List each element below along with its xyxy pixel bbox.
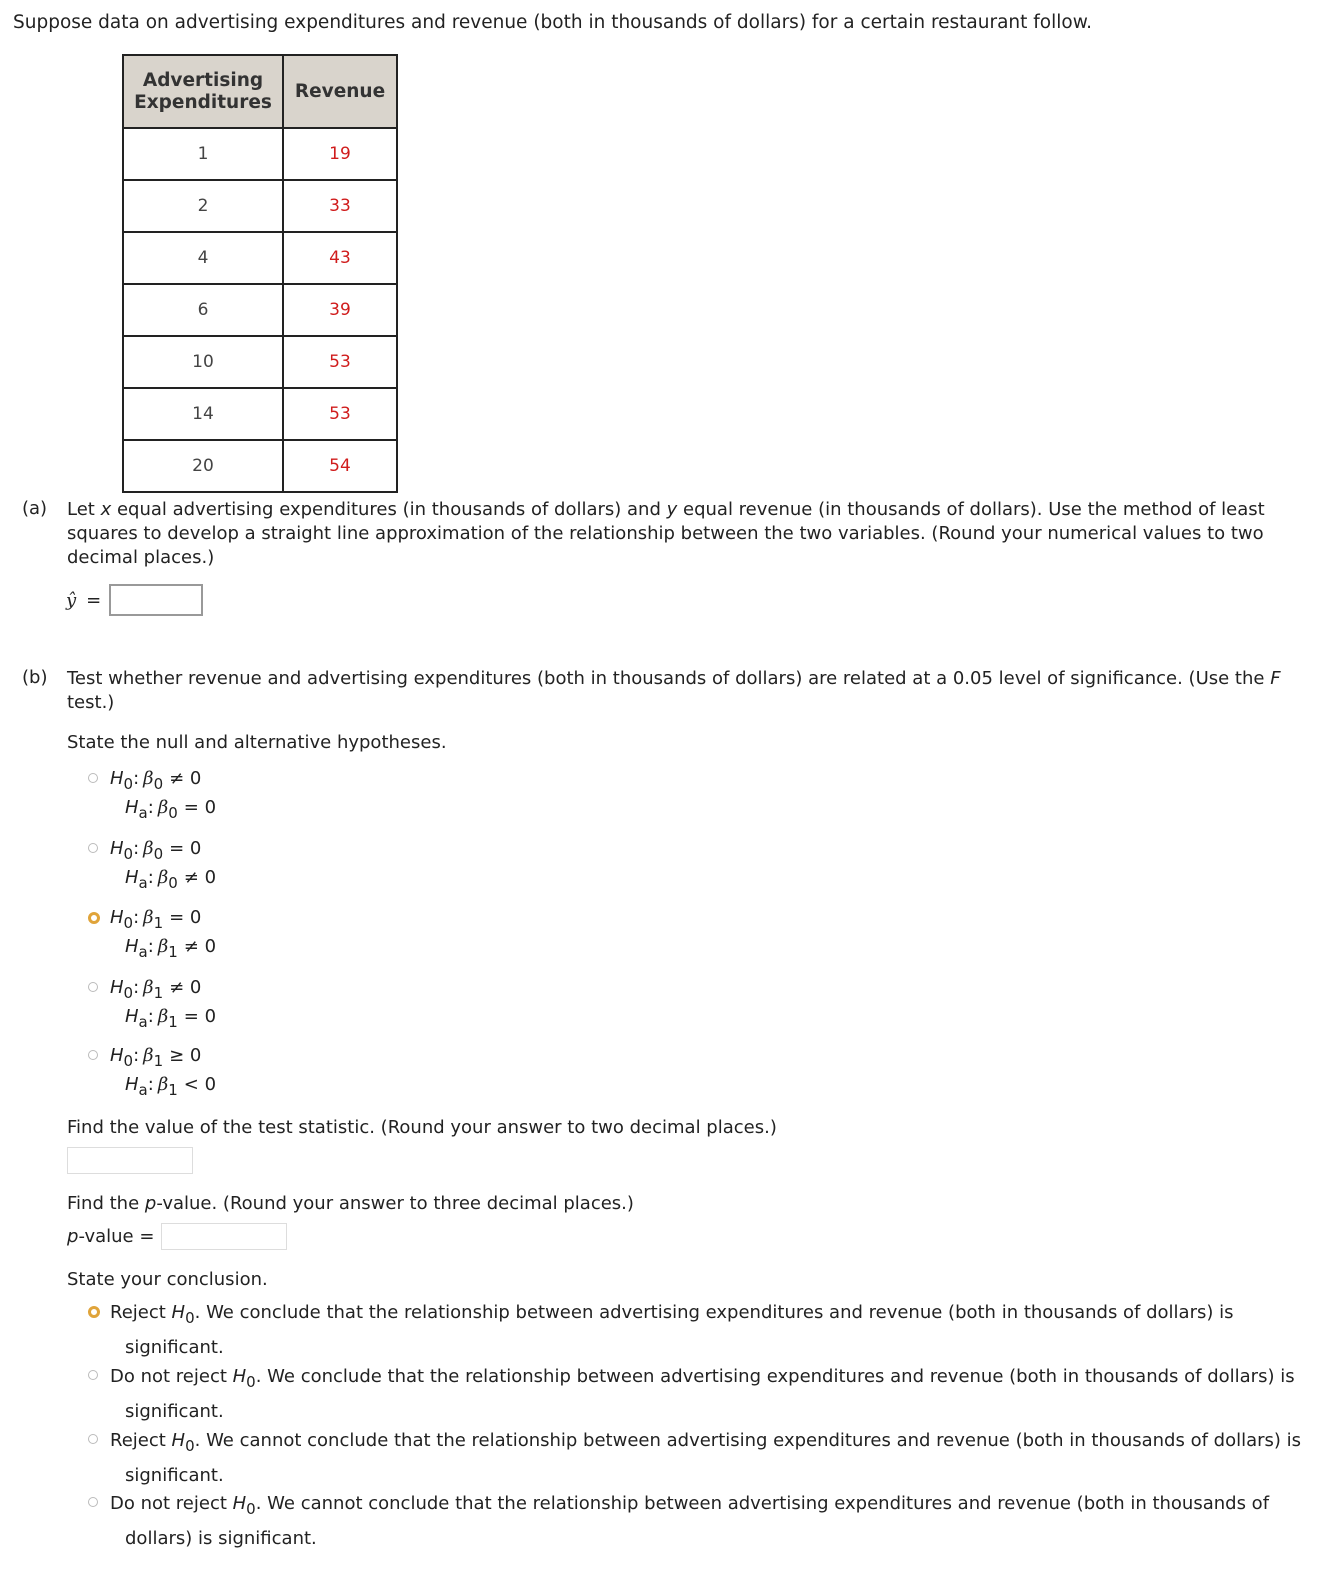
conclusion-text: Reject $H_0$. We conclude that the relationship between advertising expenditures and revenue (both in thousands of dollars) is: [110, 1302, 1234, 1327]
conclusion-option[interactable]: [88, 1362, 1303, 1426]
yhat-symbol: ŷ: [66, 589, 77, 611]
table-row: [123, 180, 397, 232]
part-a-label: (a): [22, 498, 48, 519]
data-table: [122, 54, 398, 493]
alternative-hypothesis: $H_a$: $\beta_0 \ne 0$: [125, 867, 217, 892]
part-a-text-1: Let: [67, 499, 101, 520]
table-row: [123, 336, 397, 388]
cell-x: 4: [123, 232, 283, 284]
radio-button[interactable]: [88, 843, 98, 853]
pvalue-prompt-pre: Find the: [67, 1193, 145, 1214]
cell-x: 14: [123, 388, 283, 440]
pvalue-prompt-post: -value. (Round your answer to three decimal places.): [156, 1193, 634, 1214]
var-x: x: [100, 499, 112, 520]
radio-button[interactable]: [88, 773, 98, 783]
hypothesis-option[interactable]: [88, 764, 216, 822]
cell-y: 53: [283, 336, 397, 388]
problem-intro: Suppose data on advertising expenditures and revenue (both in thousands of dollars) for a certain restaurant follow.: [13, 12, 1093, 33]
table-row: [123, 440, 397, 492]
radio-button[interactable]: [88, 1434, 98, 1444]
part-b-prompt: [67, 667, 1297, 715]
cell-y: 33: [283, 180, 397, 232]
cell-x: 10: [123, 336, 283, 388]
null-hypothesis: $H_0$: $\beta_1 \ne 0$: [110, 977, 202, 1002]
conclusion-text-cont: dollars) is significant.: [125, 1528, 317, 1549]
test-statistic-prompt: Find the value of the test statistic. (Round your answer to two decimal places.): [67, 1117, 777, 1138]
cell-x: 20: [123, 440, 283, 492]
radio-button[interactable]: [88, 1050, 98, 1060]
table-row: [123, 388, 397, 440]
cell-y: 39: [283, 284, 397, 336]
cell-x: 1: [123, 128, 283, 180]
conclusion-text: Do not reject $H_0$. We conclude that the relationship between advertising expenditures and revenue (both in thousands of dollars) is: [110, 1366, 1295, 1391]
cell-y: 54: [283, 440, 397, 492]
col-header-advertising-line2: Expenditures: [134, 91, 272, 113]
equals-sign: =: [86, 589, 102, 611]
null-hypothesis: $H_0$: $\beta_1 \ge 0$: [110, 1045, 202, 1070]
table-row: [123, 232, 397, 284]
var-F: F: [1270, 668, 1281, 689]
var-y: y: [666, 499, 678, 520]
alternative-hypothesis: $H_a$: $\beta_1 \ne 0$: [125, 936, 217, 961]
pvalue-label-post: -value =: [78, 1226, 155, 1247]
hypotheses-prompt: State the null and alternative hypotheses.: [67, 732, 447, 753]
radio-button[interactable]: [88, 1497, 98, 1507]
part-b-text-1: Test whether revenue and advertising expenditures (both in thousands of dollars) are related at a 0.05 level of significance. (Use the: [67, 668, 1271, 689]
part-b-label: (b): [22, 667, 48, 688]
conclusion-prompt: State your conclusion.: [67, 1269, 268, 1290]
alternative-hypothesis: $H_a$: $\beta_1 < 0$: [125, 1074, 217, 1099]
cell-x: 2: [123, 180, 283, 232]
conclusion-option[interactable]: [88, 1298, 1303, 1362]
alternative-hypothesis: $H_a$: $\beta_0 = 0$: [125, 797, 217, 822]
cell-y: 19: [283, 128, 397, 180]
alternative-hypothesis: $H_a$: $\beta_1 = 0$: [125, 1006, 217, 1031]
conclusion-text-cont: significant.: [125, 1401, 224, 1422]
hypothesis-option[interactable]: [88, 834, 216, 892]
pvalue-prompt-p: p: [144, 1193, 157, 1214]
conclusion-option[interactable]: [88, 1489, 1303, 1553]
col-header-revenue: Revenue: [283, 55, 397, 128]
conclusion-text: Reject $H_0$. We cannot conclude that the relationship between advertising expenditures and revenue (both in thousands of dollars) is: [110, 1430, 1302, 1455]
radio-button[interactable]: [88, 1370, 98, 1380]
col-header-advertising: [123, 55, 283, 128]
cell-y: 43: [283, 232, 397, 284]
part-a-text-3: equal revenue (in thousands of dollars). Use the method of least squares to develop a straight line approximation of the relationship between the two variables. (Round your numerical values to two decimal places.): [67, 499, 1265, 568]
cell-y: 53: [283, 388, 397, 440]
conclusion-option[interactable]: [88, 1426, 1303, 1490]
part-a-prompt: [67, 498, 1282, 570]
radio-button[interactable]: [88, 912, 100, 924]
pvalue-prompt: [67, 1193, 634, 1214]
test-statistic-input[interactable]: [67, 1147, 193, 1174]
null-hypothesis: $H_0$: $\beta_0 \ne 0$: [110, 768, 202, 793]
conclusion-text: Do not reject $H_0$. We cannot conclude that the relationship between advertising expenditures and revenue (both in thousands of: [110, 1493, 1270, 1518]
regression-equation-input[interactable]: [109, 584, 203, 616]
pvalue-input[interactable]: [161, 1223, 287, 1250]
table-row: [123, 128, 397, 180]
radio-button[interactable]: [88, 1306, 100, 1318]
hypothesis-option[interactable]: [88, 1041, 216, 1099]
part-a-text-2: equal advertising expenditures (in thousands of dollars) and: [111, 499, 667, 520]
hypothesis-option[interactable]: [88, 903, 216, 961]
null-hypothesis: $H_0$: $\beta_1 = 0$: [110, 907, 202, 932]
conclusion-text-cont: significant.: [125, 1337, 224, 1358]
part-b-text-2: test.): [67, 692, 115, 713]
radio-button[interactable]: [88, 982, 98, 992]
hypothesis-option[interactable]: [88, 973, 216, 1031]
col-header-advertising-line1: Advertising: [142, 69, 264, 91]
pvalue-label-p: p: [67, 1226, 79, 1247]
conclusion-text-cont: significant.: [125, 1465, 224, 1486]
pvalue-label: [67, 1226, 154, 1247]
table-row: [123, 284, 397, 336]
cell-x: 6: [123, 284, 283, 336]
null-hypothesis: $H_0$: $\beta_0 = 0$: [110, 838, 202, 863]
yhat-answer-row: [66, 584, 203, 616]
